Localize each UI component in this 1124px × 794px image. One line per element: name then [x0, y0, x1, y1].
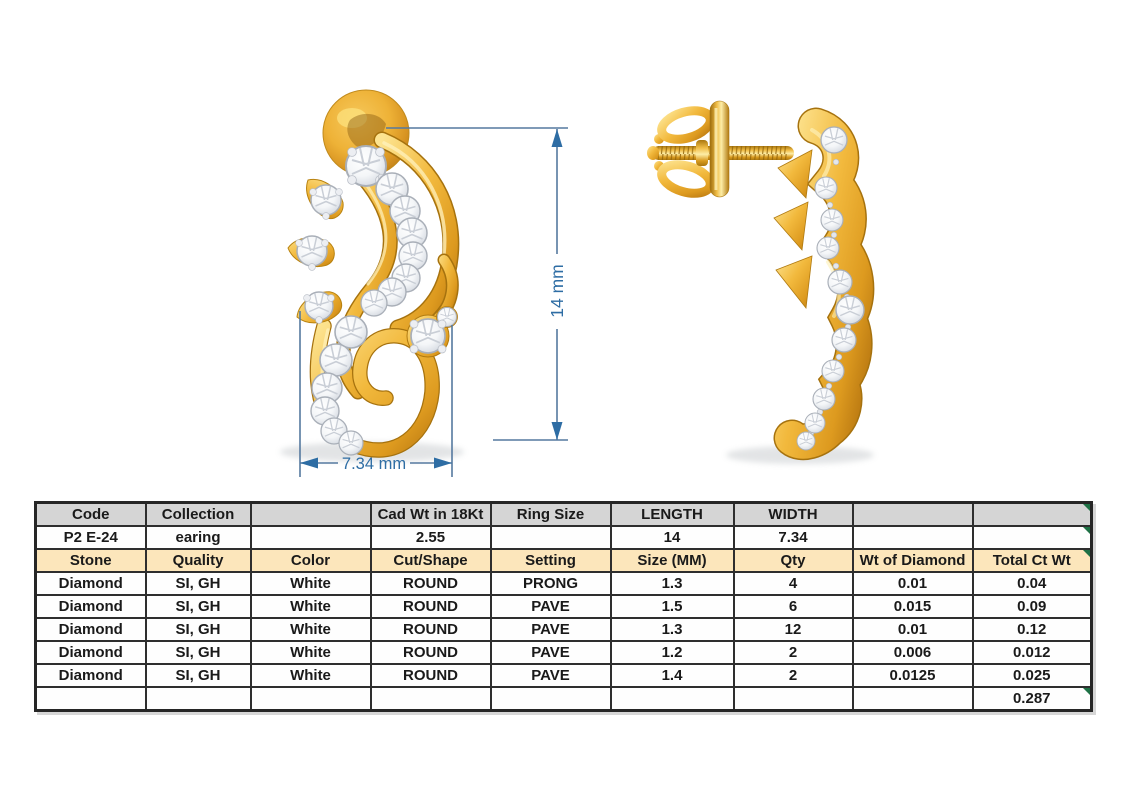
- table-cell: 2: [734, 641, 853, 664]
- length-value-cell: 14: [611, 526, 734, 549]
- table-row-info-header: [36, 503, 1092, 527]
- table-cell: [146, 687, 251, 711]
- table-cell: 0.012: [973, 641, 1092, 664]
- table-cell: [611, 687, 734, 711]
- table-cell: 0.04: [973, 572, 1092, 595]
- table-row-stone-header: [36, 549, 1092, 572]
- table-row-stone: [36, 572, 1092, 595]
- cut-shape-header-cell: Cut/Shape: [371, 549, 491, 572]
- table-cell: [734, 687, 853, 711]
- table-cell: Diamond: [36, 595, 146, 618]
- table-cell: PRONG: [491, 572, 611, 595]
- table-cell: SI, GH: [146, 641, 251, 664]
- table-cell: [853, 526, 973, 549]
- empty-header-cell: [251, 503, 371, 527]
- table-cell: 0.12: [973, 618, 1092, 641]
- table-cell: [251, 526, 371, 549]
- table-cell: PAVE: [491, 641, 611, 664]
- quality-header-cell: Quality: [146, 549, 251, 572]
- table-cell: 0.0125: [853, 664, 973, 687]
- table-cell: PAVE: [491, 595, 611, 618]
- table-cell: 12: [734, 618, 853, 641]
- table-cell: 6: [734, 595, 853, 618]
- table-cell: [491, 687, 611, 711]
- table-cell: SI, GH: [146, 618, 251, 641]
- wt-of-diamond-header-cell: Wt of Diamond: [853, 549, 973, 572]
- table-cell: Diamond: [36, 572, 146, 595]
- table-cell: White: [251, 664, 371, 687]
- table-cell: 1.5: [611, 595, 734, 618]
- table-cell: ROUND: [371, 664, 491, 687]
- table-row-stone: [36, 618, 1092, 641]
- table-cell: 0.09: [973, 595, 1092, 618]
- total-ct-wt-header-cell: Total Ct Wt: [973, 549, 1092, 572]
- table-cell: [973, 526, 1092, 549]
- ring-size-header-cell: Ring Size: [491, 503, 611, 527]
- table-cell: Diamond: [36, 618, 146, 641]
- width-header-cell: WIDTH: [734, 503, 853, 527]
- table-cell: PAVE: [491, 664, 611, 687]
- table-cell: 1.3: [611, 572, 734, 595]
- color-header-cell: Color: [251, 549, 371, 572]
- cad-wt-value-cell: 2.55: [371, 526, 491, 549]
- width-value-cell: 7.34: [734, 526, 853, 549]
- empty-header-cell: [973, 503, 1092, 527]
- collection-header-cell: Collection: [146, 503, 251, 527]
- table-cell: Diamond: [36, 664, 146, 687]
- table-row-total: [36, 687, 1092, 711]
- table-cell: White: [251, 618, 371, 641]
- front-view-render: [280, 90, 464, 462]
- table-cell: ROUND: [371, 595, 491, 618]
- table-cell: 2: [734, 664, 853, 687]
- table-cell: PAVE: [491, 618, 611, 641]
- qty-header-cell: Qty: [734, 549, 853, 572]
- table-cell: 1.4: [611, 664, 734, 687]
- length-header-cell: LENGTH: [611, 503, 734, 527]
- table-row-info-values: [36, 526, 1092, 549]
- table-cell: ROUND: [371, 572, 491, 595]
- table-row-stone: [36, 664, 1092, 687]
- table-cell: 1.3: [611, 618, 734, 641]
- table-cell: Diamond: [36, 641, 146, 664]
- disc-edge-profile: [710, 101, 729, 197]
- table-cell: White: [251, 572, 371, 595]
- table-cell: ROUND: [371, 641, 491, 664]
- table-cell: 0.01: [853, 572, 973, 595]
- width-dimension-label: 7.34 mm: [341, 455, 407, 473]
- table-cell: SI, GH: [146, 664, 251, 687]
- table-cell: 0.01: [853, 618, 973, 641]
- table-cell: 0.025: [973, 664, 1092, 687]
- spec-table: [34, 501, 1093, 712]
- table-cell: 0.015: [853, 595, 973, 618]
- collection-value-cell: earing: [146, 526, 251, 549]
- table-cell: [251, 687, 371, 711]
- table-cell: [371, 687, 491, 711]
- total-ct-wt-value-cell: 0.287: [973, 687, 1092, 711]
- code-header-cell: Code: [36, 503, 146, 527]
- height-dimension-label: 14 mm: [547, 264, 567, 318]
- table-cell: [36, 687, 146, 711]
- ring-size-value-cell: [491, 526, 611, 549]
- stone-header-cell: Stone: [36, 549, 146, 572]
- table-row-stone: [36, 641, 1092, 664]
- table-cell: 1.2: [611, 641, 734, 664]
- table-cell: SI, GH: [146, 595, 251, 618]
- table-cell: White: [251, 641, 371, 664]
- size-mm-header-cell: Size (MM): [611, 549, 734, 572]
- side-view-render: [647, 101, 874, 464]
- table-cell: White: [251, 595, 371, 618]
- table-cell: 4: [734, 572, 853, 595]
- table-cell: SI, GH: [146, 572, 251, 595]
- cad-wt-header-cell: Cad Wt in 18Kt: [371, 503, 491, 527]
- table-cell: ROUND: [371, 618, 491, 641]
- code-value-cell: P2 E-24: [36, 526, 146, 549]
- table-cell: 0.006: [853, 641, 973, 664]
- table-row-stone: [36, 595, 1092, 618]
- table-cell: [853, 687, 973, 711]
- empty-header-cell: [853, 503, 973, 527]
- setting-header-cell: Setting: [491, 549, 611, 572]
